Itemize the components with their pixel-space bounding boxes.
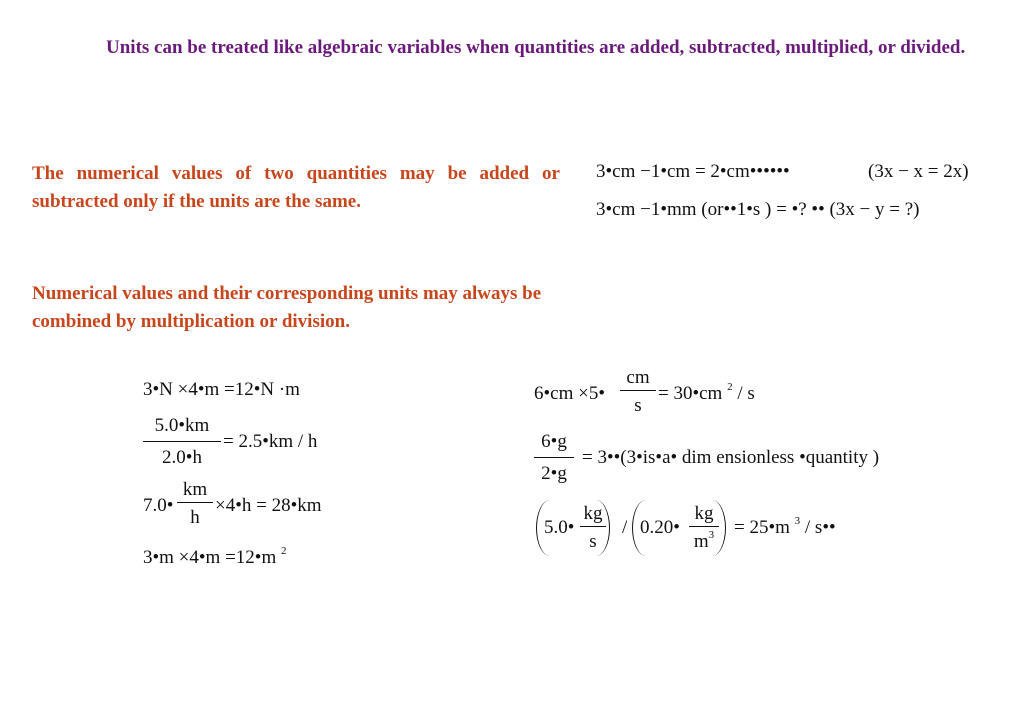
numerator: cm (626, 367, 650, 388)
right-equation-2 (534, 430, 954, 490)
fraction-bar (143, 441, 221, 442)
denominator: 2.0•h (162, 447, 202, 468)
denominator: s (634, 395, 642, 416)
fraction-1 (580, 502, 606, 554)
exponent: 2 (727, 381, 733, 393)
coefficient-b: 0.20• (640, 517, 680, 538)
denominator-unit: m (693, 531, 709, 552)
left-equation-1: 3•N ×4•m =12•N ·m (143, 379, 300, 400)
coefficient-a: 5.0• (544, 517, 575, 538)
exponent: 3 (708, 529, 715, 541)
left-equation-4 (143, 546, 286, 572)
denominator: 2•g (541, 463, 567, 484)
rhs-value: = 25•m (734, 517, 790, 538)
exponent: 3 (794, 515, 801, 527)
rhs-value: = 30•cm (658, 383, 723, 404)
add-subtract-rule: The numerical values of two quantities may be added or subtracted only if the units are the same. (32, 163, 560, 212)
numerator: kg (694, 503, 714, 524)
fraction-2 (689, 502, 719, 556)
fraction-bar (620, 390, 656, 391)
slide-heading: Units can be treated like algebraic variables when quantities are added, subtracted, multiplied, or divided. (106, 37, 966, 58)
denominator: s (589, 531, 597, 552)
denominator (689, 530, 719, 556)
fraction-bar (580, 526, 606, 527)
right-equation-1 (534, 366, 794, 426)
coefficient: 7.0• (143, 495, 174, 516)
numerator: kg (583, 503, 603, 524)
fraction-bar (689, 526, 719, 527)
rhs-tail: / s (737, 383, 755, 404)
numerator: 5.0•km (154, 415, 210, 436)
add-equation-1-algebra: (3x − x = 2x) (868, 161, 969, 182)
fraction (534, 430, 574, 486)
fraction (177, 478, 213, 530)
fraction (620, 366, 656, 418)
left-equation-3 (143, 478, 383, 538)
denominator: h (190, 507, 200, 528)
equation-rhs: = 2.5•km / h (223, 431, 318, 452)
equation-lhs: 6•cm ×5• (534, 383, 605, 404)
add-equation-1: 3•cm −1•cm = 2•cm•••••• (596, 161, 790, 182)
fraction (143, 414, 221, 470)
equation-rhs (658, 382, 755, 408)
rhs-tail: / s•• (804, 517, 836, 538)
fraction-bar (177, 502, 213, 503)
left-equation-2 (143, 414, 363, 474)
add-equation-2: 3•cm −1•mm (or••1•s ) = •? •• (3x − y = ?) (596, 199, 920, 220)
right-equation-3 (534, 496, 894, 562)
multiply-divide-rule: Numerical values and their corresponding units may always be combined by multiplication or division. (32, 283, 542, 332)
fraction-bar (534, 457, 574, 458)
exponent: 2 (280, 545, 287, 557)
equation-body: 3•m ×4•m =12•m (143, 547, 277, 568)
numerator: 6•g (541, 431, 567, 452)
equation-rhs (734, 516, 836, 542)
division-slash: / (622, 517, 628, 538)
equation-rhs: = 3••(3•is•a• dim ensionless •quantity ) (582, 447, 880, 468)
equation-rhs: ×4•h = 28•km (215, 495, 322, 516)
numerator: km (182, 479, 208, 500)
